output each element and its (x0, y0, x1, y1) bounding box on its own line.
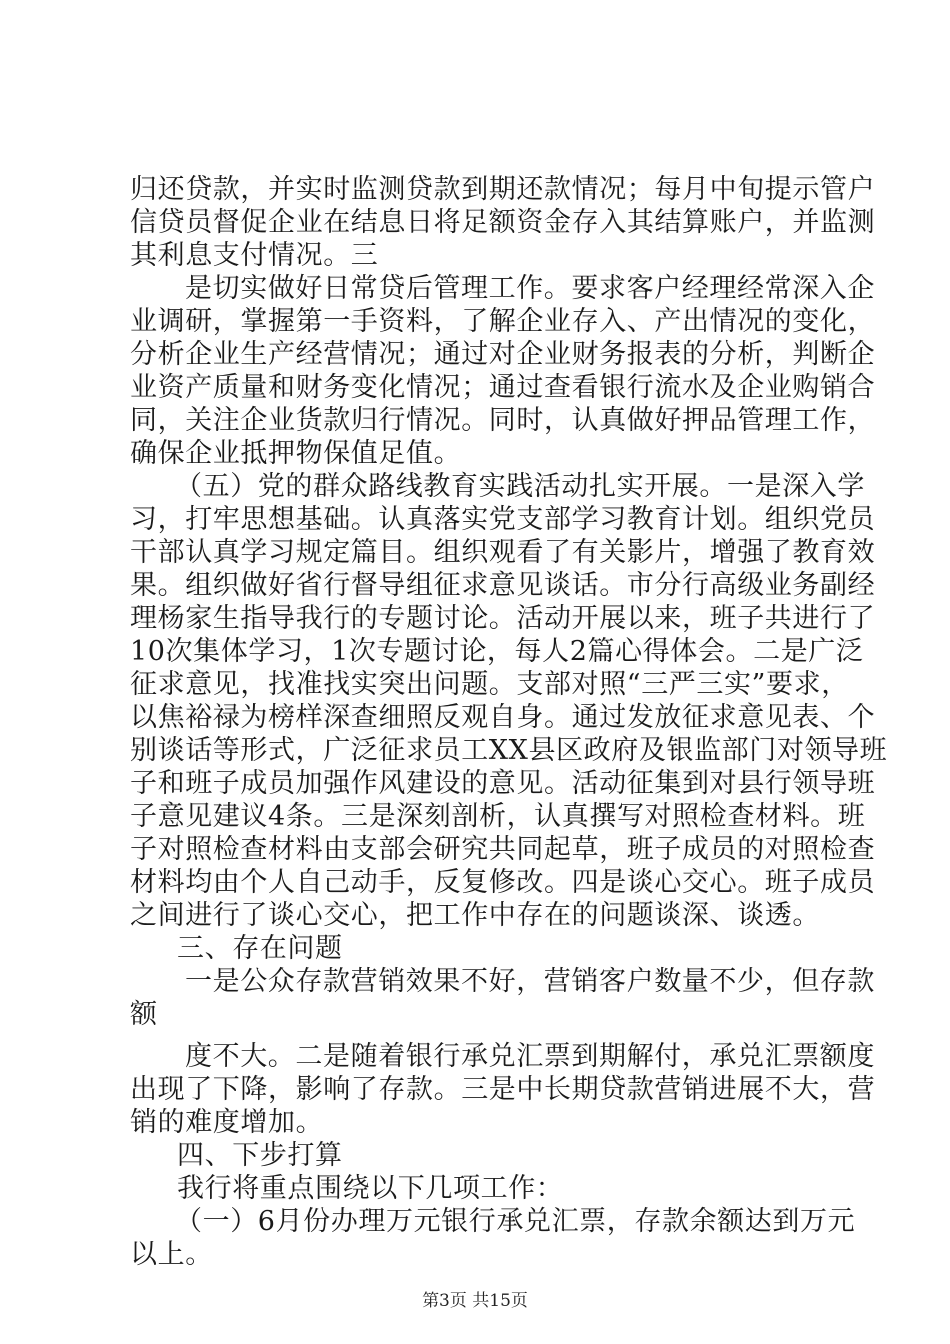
text-line: 业资产质量和财务变化情况；通过查看银行流水及企业购销合 (130, 372, 876, 403)
text-line: 子意见建议4条。三是深刻剖析，认真撰写对照检查材料。班 (130, 801, 866, 832)
text-line: 以焦裕禄为榜样深查细照反观自身。通过发放征求意见表、个 (130, 702, 876, 733)
text-line: 销的难度增加。 (130, 1107, 324, 1138)
text-line: 子对照检查材料由支部会研究共同起草，班子成员的对照检查 (130, 834, 876, 865)
text-line: 其利息支付情况。三 (130, 240, 379, 271)
text-line: 理杨家生指导我行的专题讨论。活动开展以来，班子共进行了 (130, 603, 876, 634)
text-line: 一是公众存款营销效果不好，营销客户数量不少，但存款 (185, 966, 875, 997)
page-footer: 第3页 共15页 (422, 1291, 528, 1311)
text-line: 出现了下降，影响了存款。三是中长期贷款营销进展不大，营 (130, 1074, 876, 1105)
text-line: 信贷员督促企业在结息日将足额资金存入其结算账户，并监测 (130, 207, 876, 238)
text-line: 业调研，掌握第一手资料，了解企业存入、产出情况的变化， (130, 306, 876, 337)
text-line: 别谈话等形式，广泛征求员工XX县区政府及银监部门对领导班 (130, 735, 888, 766)
text-line: 确保企业抵押物保值足值。 (130, 438, 462, 469)
text-line: （一）6月份办理万元银行承兑汇票，存款余额达到万元 (175, 1206, 856, 1237)
text-line: 子和班子成员加强作风建设的意见。活动征集到对县行领导班 (130, 768, 876, 799)
text-line: 同，关注企业货款归行情况。同时，认真做好押品管理工作， (130, 405, 876, 436)
text-line: 之间进行了谈心交心，把工作中存在的问题谈深、谈透。 (130, 900, 820, 931)
text-line: 材料均由个人自己动手，反复修改。四是谈心交心。班子成员 (130, 867, 876, 898)
section-heading: 三、存在问题 (177, 933, 343, 964)
text-line: 果。组织做好省行督导组征求意见谈话。市分行高级业务副经 (130, 570, 876, 601)
text-line: 习，打牢思想基础。认真落实党支部学习教育计划。组织党员 (130, 504, 876, 535)
text-line: 以上。 (130, 1239, 213, 1270)
text-line: 是切实做好日常贷后管理工作。要求客户经理经常深入企 (185, 273, 875, 304)
text-line: 额 (130, 999, 158, 1030)
text-line: （五）党的群众路线教育实践活动扎实开展。一是深入学 (175, 471, 865, 502)
section-heading: 四、下步打算 (177, 1140, 343, 1171)
text-line: 干部认真学习规定篇目。组织观看了有关影片，增强了教育效 (130, 537, 876, 568)
text-line: 我行将重点围绕以下几项工作： (177, 1173, 564, 1204)
text-line: 度不大。二是随着银行承兑汇票到期解付，承兑汇票额度 (185, 1041, 875, 1072)
text-line: 10次集体学习，1次专题讨论，每人2篇心得体会。二是广泛 (130, 636, 864, 667)
text-line: 归还贷款，并实时监测贷款到期还款情况；每月中旬提示管户 (130, 174, 876, 205)
text-line: 征求意见，找准找实突出问题。支部对照“三严三实”要求， (130, 669, 849, 700)
text-line: 分析企业生产经营情况；通过对企业财务报表的分析，判断企 (130, 339, 876, 370)
